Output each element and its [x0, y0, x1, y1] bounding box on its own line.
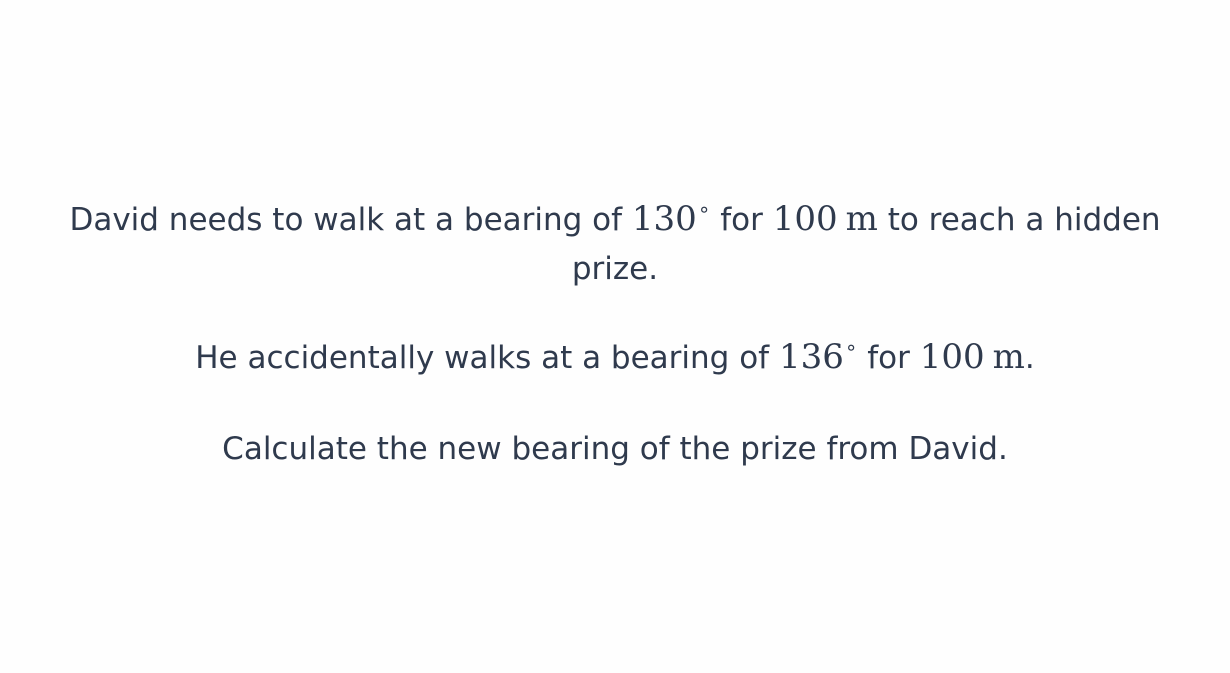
distance-value: 100 — [919, 337, 985, 377]
text-before-bearing: He accidentally walks at a bearing of — [195, 340, 779, 376]
question-paragraph-3 — [0, 426, 1230, 472]
text-before-bearing: David needs to walk at a bearing of — [69, 202, 632, 238]
question-paragraph-2 — [0, 334, 1230, 384]
text-for: for — [710, 202, 773, 238]
distance-value: 100 — [772, 199, 838, 239]
text-period: . — [1024, 340, 1035, 376]
degree-symbol: ∘ — [844, 335, 858, 359]
paragraph-1-line-2: prize. — [571, 251, 659, 287]
text-after-distance: to reach a hidden — [877, 202, 1161, 238]
distance-unit: m — [992, 337, 1025, 377]
bearing-value-intended: 130 — [631, 199, 697, 239]
distance-unit: m — [845, 199, 878, 239]
question-prompt: Calculate the new bearing of the prize from David. — [222, 431, 1008, 467]
bearing-value-actual: 136 — [778, 337, 844, 377]
question-paragraph-1 — [0, 196, 1230, 292]
paragraph-1-line-1 — [0, 196, 1230, 246]
degree-symbol: ∘ — [697, 197, 711, 221]
text-for: for — [857, 340, 920, 376]
paragraph-2-line — [0, 334, 1230, 384]
